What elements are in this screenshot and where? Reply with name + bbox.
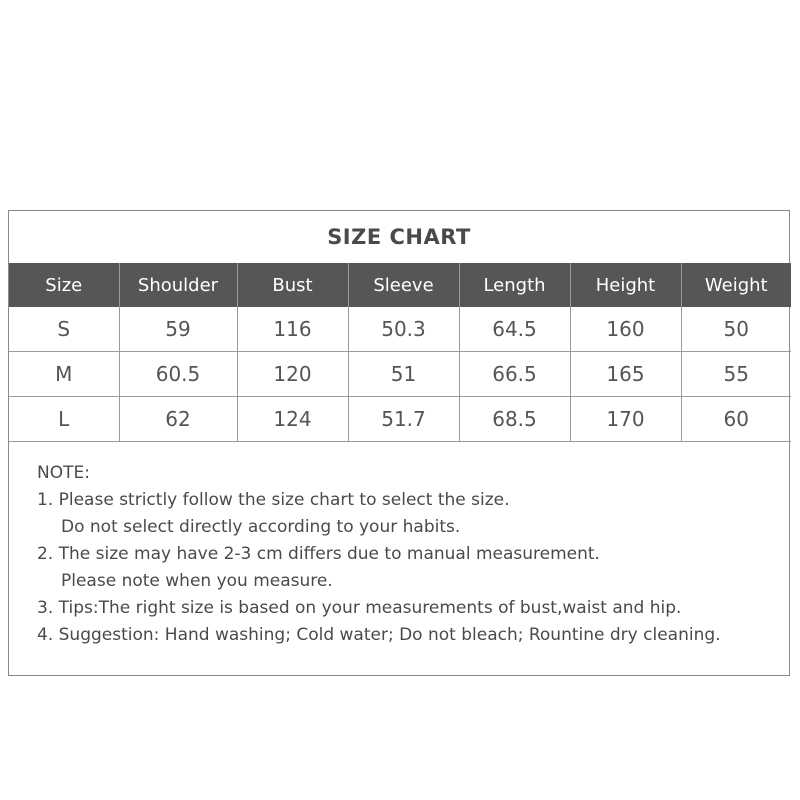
column-header-sleeve: Sleeve	[348, 263, 459, 307]
table-cell: 160	[570, 307, 681, 352]
table-cell: 66.5	[459, 352, 570, 397]
table-cell: 51.7	[348, 397, 459, 442]
table-cell: 59	[119, 307, 237, 352]
note-item: 1. Please strictly follow the size chart to select the size.	[37, 490, 510, 510]
column-header-size: Size	[9, 263, 119, 307]
table-cell: 64.5	[459, 307, 570, 352]
notes-heading: NOTE:	[37, 463, 90, 483]
table-cell: 120	[237, 352, 348, 397]
table-cell: S	[9, 307, 119, 352]
column-header-weight: Weight	[681, 263, 791, 307]
table-header-row	[9, 263, 791, 307]
table-cell: 60.5	[119, 352, 237, 397]
table-cell: 50.3	[348, 307, 459, 352]
table-cell: 60	[681, 397, 791, 442]
table-cell: 68.5	[459, 397, 570, 442]
chart-title: SIZE CHART	[9, 211, 789, 263]
column-header-height: Height	[570, 263, 681, 307]
table-cell: 170	[570, 397, 681, 442]
column-header-length: Length	[459, 263, 570, 307]
column-header-bust: Bust	[237, 263, 348, 307]
table-cell: 62	[119, 397, 237, 442]
table-cell: M	[9, 352, 119, 397]
table-cell: 50	[681, 307, 791, 352]
note-item: 3. Tips:The right size is based on your measurements of bust,waist and hip.	[37, 598, 682, 618]
table-cell: L	[9, 397, 119, 442]
table-cell: 55	[681, 352, 791, 397]
size-chart	[8, 210, 790, 676]
size-table	[9, 263, 791, 442]
table-row	[9, 397, 791, 442]
table-row	[9, 307, 791, 352]
table-cell: 51	[348, 352, 459, 397]
table-cell: 124	[237, 397, 348, 442]
notes-section	[9, 442, 789, 675]
note-item-continued: Do not select directly according to your habits.	[61, 517, 461, 537]
note-item: 2. The size may have 2-3 cm differs due to manual measurement.	[37, 544, 600, 564]
note-item-continued: Please note when you measure.	[61, 571, 333, 591]
note-item: 4. Suggestion: Hand washing; Cold water; Do not bleach; Rountine dry cleaning.	[37, 625, 721, 645]
table-cell: 116	[237, 307, 348, 352]
table-cell: 165	[570, 352, 681, 397]
column-header-shoulder: Shoulder	[119, 263, 237, 307]
table-row	[9, 352, 791, 397]
